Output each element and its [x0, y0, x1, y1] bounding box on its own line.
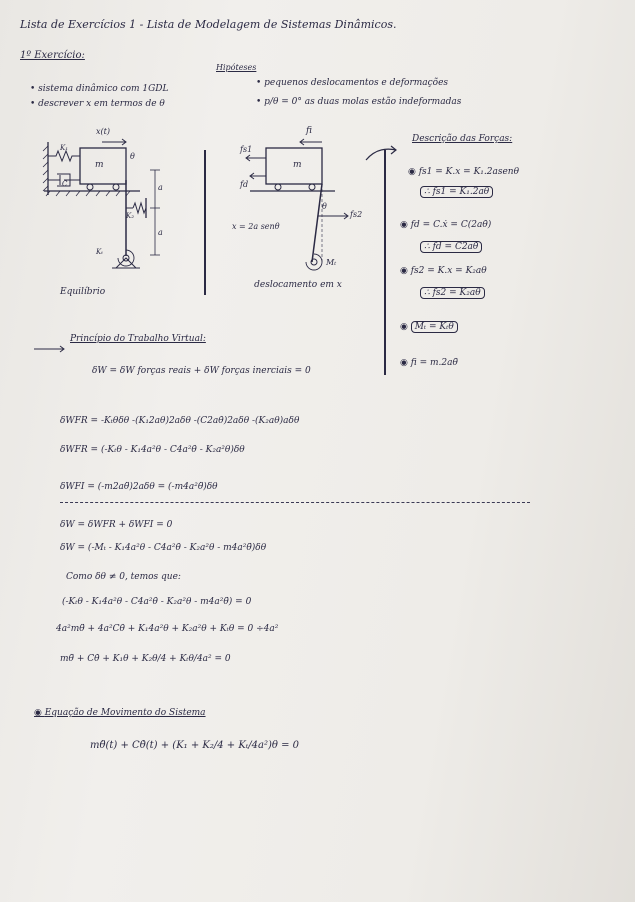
virtual-work-equation: δW = δW forças reais + δW forças inerciais = 0: [92, 366, 311, 376]
a-label: a: [158, 228, 163, 237]
a-label: a: [158, 183, 163, 192]
kt-label: Kₜ: [96, 248, 103, 256]
work-line: δWFI = (-m2aθ̈)2aδθ = (-m4a²θ̈)δθ: [60, 482, 218, 492]
fs2-label: fs2: [350, 210, 363, 219]
c-label: C: [62, 180, 68, 188]
work-line: δW = (-Mₜ - K₁4a²θ - C4a²θ̇ - K₂a²θ - m4a²θ̈)δθ: [60, 543, 267, 553]
k2-label: K₂: [126, 212, 135, 220]
work-line: (-Kₜθ - K₁4a²θ - C4a²θ̇ - K₂a²θ - m4a²θ̈) = 0: [62, 597, 252, 607]
k1-label: K₁: [60, 144, 69, 152]
work-line: δWFR = (-Kₜθ - K₁4a²θ - C4a²θ̇ - K₂a²θ)δθ: [60, 445, 245, 455]
hypothesis-item: • descrever x em termos de θ: [30, 99, 165, 109]
hypothesis-item: • pequenos deslocamentos e deformações: [256, 78, 449, 88]
motion-title: ◉ Equação de Movimento do Sistema: [34, 708, 206, 718]
section-divider: [60, 502, 530, 503]
work-line: δWFR = -Kₜθδθ -(K₁2aθ)2aδθ -(C2aθ̇)2aδθ -(K₂aθ)aδθ: [60, 416, 300, 426]
force-item: ◉ fs2 = K.x = K₂aθ: [400, 266, 487, 276]
equilibrium-caption: Equilíbrio: [60, 287, 106, 297]
motion-equation: mθ̈(t) + Cθ̇(t) + (K₁ + K₂/4 + Kₜ/4a²)θ = 0: [90, 740, 300, 751]
work-line: mθ̈ + Cθ̇ + K₁θ + K₂θ/4 + Kₜθ/4a² = 0: [60, 654, 231, 664]
work-line: 4a²mθ̈ + 4a²Cθ̇ + K₁4a²θ + K₂a²θ + Kₜθ = 0 ÷4a²: [56, 624, 279, 634]
fd-label: fd: [240, 180, 249, 189]
force-item: ◉ Mₜ = Kₜθ: [400, 322, 458, 332]
work-line: Como δθ ≠ 0, temos que:: [66, 572, 181, 582]
force-item: ◉ fs1 = K.x = K₁.2asenθ: [408, 167, 520, 177]
hypotheses-title: Hipóteses: [216, 63, 257, 72]
displacement-caption: deslocamento em x: [254, 280, 342, 290]
force-item: ◉ fd = C.ẋ = C(2aθ̇): [400, 220, 492, 230]
theta-label: θ: [130, 152, 135, 161]
force-result: ∴ fd = C2aθ̇: [420, 242, 482, 252]
force-result: ∴ fs1 = K₁.2aθ: [420, 187, 493, 197]
page-title: Lista de Exercícios 1 - Lista de Modelagem de Sistemas Dinâmicos.: [20, 18, 397, 31]
force-item: ◉ fi = m.2aθ̈: [400, 358, 458, 368]
force-result: ∴ fs2 = K₂aθ: [420, 288, 485, 298]
mt-label: Mₜ: [326, 258, 337, 267]
mass-label: m: [95, 160, 104, 170]
forces-title: Descrição das Forças:: [412, 134, 513, 144]
fi-label: fi: [306, 126, 313, 136]
exercise-label: 1º Exercício:: [20, 50, 85, 61]
fs1-label: fs1: [240, 145, 253, 154]
hypothesis-item: • sistema dinâmico com 1GDL: [30, 84, 169, 94]
theta-label-2: θ: [322, 202, 327, 211]
work-line: δW = δWFR + δWFI = 0: [60, 520, 173, 530]
x-equation-label: x = 2a senθ: [232, 222, 280, 231]
hypothesis-item: • p/θ = 0° as duas molas estão indeformadas: [256, 97, 462, 107]
mass-label-2: m: [293, 160, 302, 170]
virtual-work-title: Princípio do Trabalho Virtual:: [70, 334, 206, 344]
x-label: x(t): [96, 127, 110, 136]
